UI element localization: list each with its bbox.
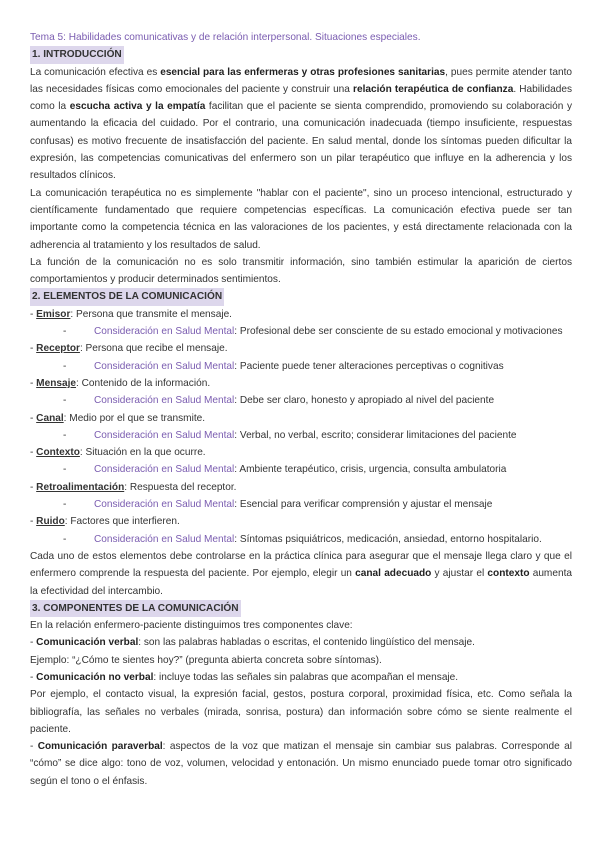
- element-contexto: - Contexto: Situación en la que ocurre. - Consideración en Salud Mental: Ambiente terapéutico, crisis, urgencia, consulta ambulatoria: [30, 447, 507, 476]
- document-title: Tema 5: Habilidades comunicativas y de relación interpersonal. Situaciones especiales.: [30, 32, 421, 43]
- intro-paragraph-3: La función de la comunicación no es solo transmitir información, sino también estimular la aparición de ciertos comportamientos y producir determinados sentimientos.: [30, 256, 572, 286]
- component-verbal-example: Ejemplo: “¿Cómo te sientes hoy?” (pregunta abierta concreta sobre síntomas).: [30, 654, 382, 666]
- component-paraverbal: - Comunicación paraverbal: aspectos de la voz que matizan el mensaje sin cambiar sus palabras. Corresponde al “cómo” se dice algo: tono de voz, volumen, velocidad y entonación. Un mismo enunciado puede tomar otro significado según el tono o el énfasis.: [30, 741, 572, 787]
- intro-paragraph-1: La comunicación efectiva es esencial para las enfermeras y otras profesiones sanitarias, pues permite atender tanto las necesidades físicas como emocionales del paciente y construir una relación terapéutica de confianza. Habilidades como la escucha activa y la empatía facilitan que el paciente se sienta comprendido, promoviendo su colaboración y aumentando la eficacia del cuidado. Por el contrario, una comunicación inadecuada (tiempo insuficiente, respuestas confusas) es motivo frecuente de insatisfacción del paciente. En salud mental, donde los síntomas pueden dificultar la expresión, las competencias comunicativas del enfermero son un pilar terapéutico que influye en la adherencia y los resultados clínicos.: [30, 66, 573, 182]
- element-retroalimentacion: - Retroalimentación: Respuesta del receptor. - Consideración en Salud Mental: Esencial para verificar comprensión y ajustar el mensaje: [30, 481, 493, 511]
- section-heading-introduccion: 1. INTRODUCCIÓN: [30, 46, 124, 63]
- components-intro: En la relación enfermero-paciente distinguimos tres componentes clave:: [30, 620, 353, 632]
- element-emisor: - Emisor: Persona que transmite el mensaje. - Consideración en Salud Mental: Profesional debe ser consciente de su estado emocional y motivaciones: [30, 308, 563, 338]
- component-nonverbal-example: Por ejemplo, el contacto visual, la expresión facial, gestos, postura corporal, proximidad física, etc. Como señala la bibliografía, las señales no verbales (mirada, sonrisa, postura) dan información sobre cómo se siente realmente el paciente.: [30, 689, 572, 735]
- section-heading-elementos: 2. ELEMENTOS DE LA COMUNICACIÓN: [30, 288, 224, 305]
- element-canal: - Canal: Medio por el que se transmite. - Consideración en Salud Mental: Verbal, no verbal, escrito; considerar limitaciones del paciente: [30, 412, 517, 441]
- element-ruido: - Ruido: Factores que interfieren. - Consideración en Salud Mental: Síntomas psiquiátricos, medicación, ansiedad, entorno hospitalario.: [30, 516, 542, 545]
- elements-closing-paragraph: Cada uno de estos elementos debe controlarse en la práctica clínica para asegurar que el mensaje llega claro y que el enfermero comprende la respuesta del paciente. Por ejemplo, elegir un canal adecuado y ajustar el contexto aumenta la efectividad del intercambio.: [30, 550, 572, 597]
- intro-paragraph-2: La comunicación terapéutica no es simplemente "hablar con el paciente", sino un proceso intencional, estructurado y científicamente fundamentado que requiere competencias específicas. La comunicación efectiva puede ser tan importante como la competencia técnica en las valoraciones de los pacientes, y está directamente relacionada con la adherencia al tratamiento y los resultados de salud.: [30, 187, 572, 251]
- component-verbal: - Comunicación verbal: son las palabras habladas o escritas, el contenido lingüístico del mensaje.: [30, 637, 475, 649]
- element-receptor: - Receptor: Persona que recibe el mensaje. - Consideración en Salud Mental: Paciente puede tener alteraciones perceptivas o cognitivas: [30, 343, 504, 372]
- element-mensaje: - Mensaje: Contenido de la información. - Consideración en Salud Mental: Debe ser claro, honesto y apropiado al nivel del paciente: [30, 377, 495, 407]
- component-nonverbal: - Comunicación no verbal: incluye todas las señales sin palabras que acompañan el mensaje.: [30, 671, 459, 683]
- section-heading-componentes: 3. COMPONENTES DE LA COMUNICACIÓN: [30, 600, 241, 617]
